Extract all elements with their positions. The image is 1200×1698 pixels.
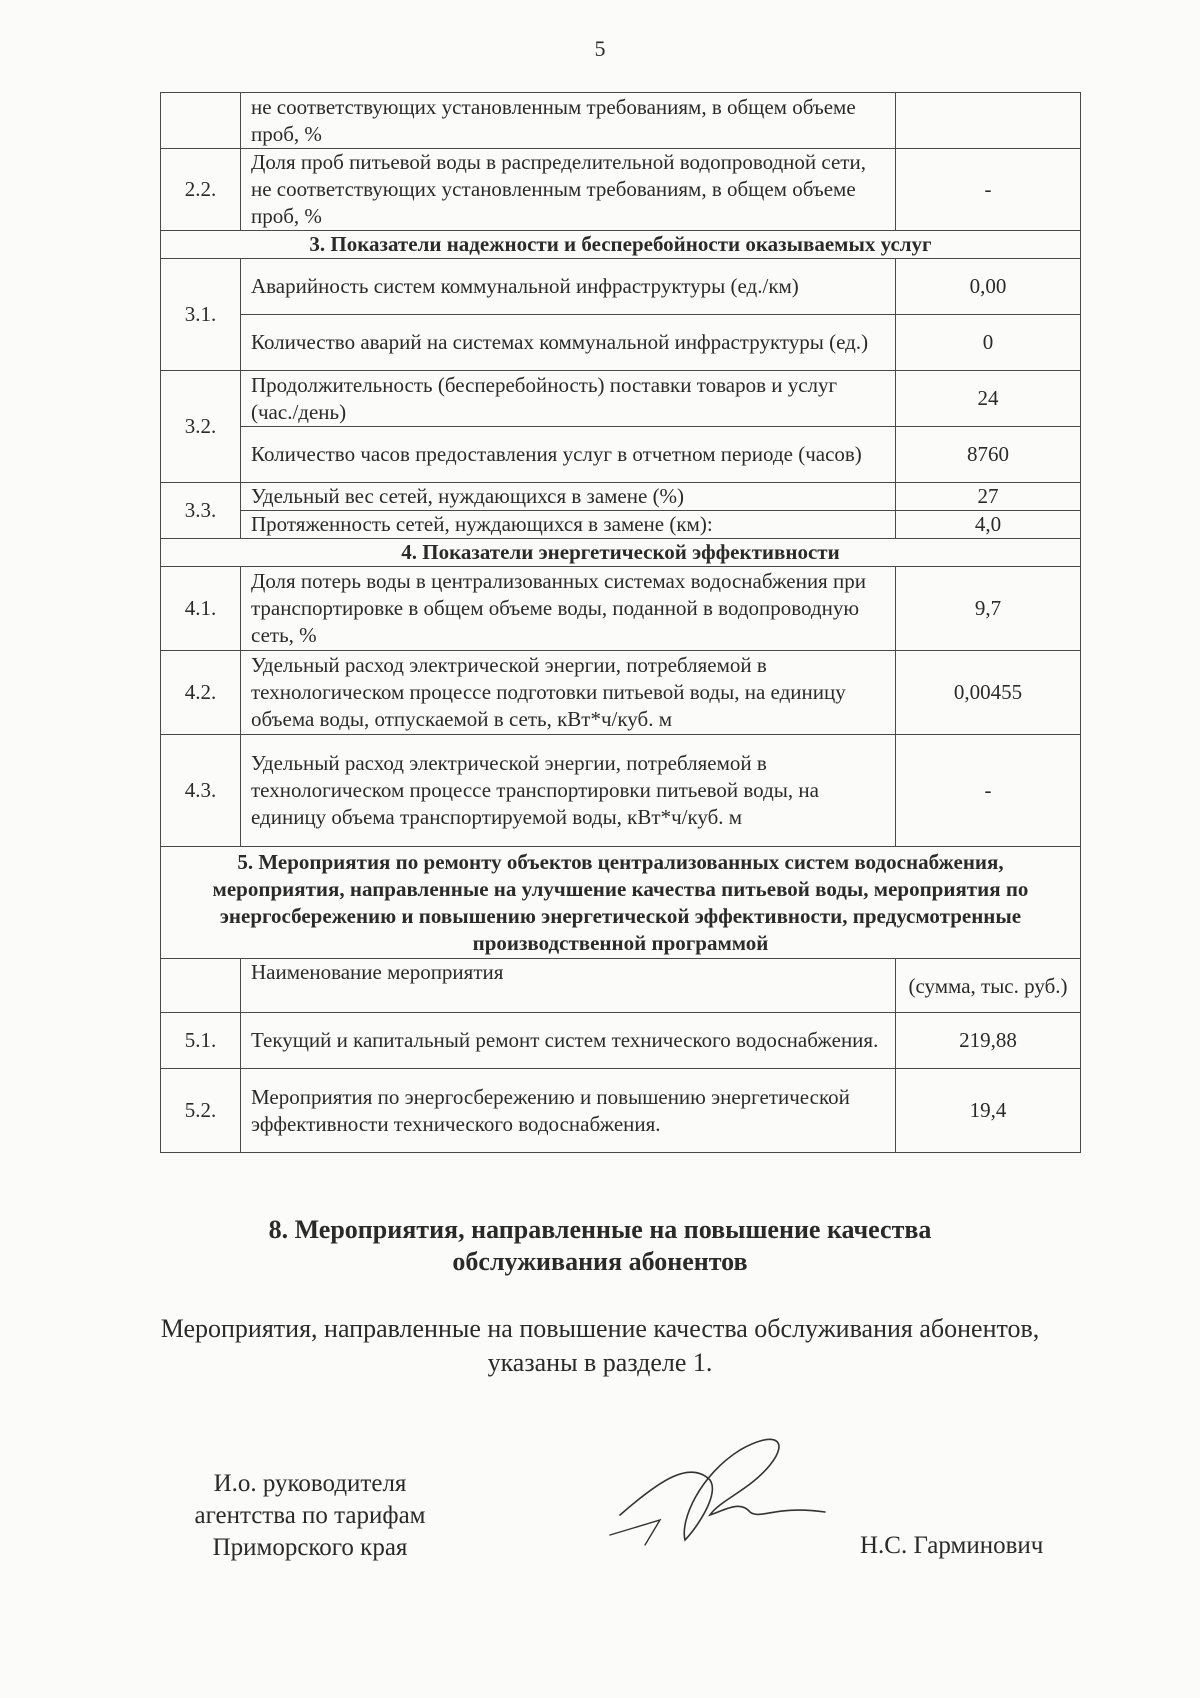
row-number: 5.2.: [161, 1069, 241, 1153]
row-value: 219,88: [896, 1013, 1081, 1069]
table-row: [161, 735, 1081, 847]
row-value: 0: [896, 315, 1081, 371]
row-number: 4.3.: [161, 735, 241, 847]
table-row: [161, 371, 1081, 427]
section-row: [161, 539, 1081, 567]
row-text: Продолжительность (бесперебойность) поставки товаров и услуг (час./день): [241, 371, 896, 427]
row-number: 3.3.: [161, 483, 241, 539]
row-text: Количество часов предоставления услуг в отчетном периоде (часов): [241, 427, 896, 483]
row-number: 4.2.: [161, 651, 241, 735]
section-title: 4. Показатели энергетической эффективности: [161, 539, 1081, 567]
table-header-row: [161, 959, 1081, 1013]
row-text: Удельный расход электрической энергии, потребляемой в технологическом процессе подготовки питьевой воды, на единицу объема воды, отпускаемой в сеть, кВт*ч/куб. м: [241, 651, 896, 735]
row-text: Аварийность систем коммунальной инфраструктуры (ед./км): [241, 259, 896, 315]
table-row: [161, 427, 1081, 483]
row-number: 3.1.: [161, 259, 241, 371]
row-text: Удельный расход электрической энергии, потребляемой в технологическом процессе транспортировки питьевой воды, на единицу объема транспортируемой воды, кВт*ч/куб. м: [241, 735, 896, 847]
signatory-name: Н.С. Гарминович: [860, 1532, 1044, 1559]
table-row: [161, 315, 1081, 371]
row-value: 0,00455: [896, 651, 1081, 735]
section-row: [161, 847, 1081, 959]
row-value: 0,00: [896, 259, 1081, 315]
row-value: 27: [896, 483, 1081, 511]
row-value: -: [896, 735, 1081, 847]
table-row: [161, 511, 1081, 539]
row-text: Мероприятия по энергосбережению и повышению энергетической эффективности технического водоснабжения.: [241, 1069, 896, 1153]
page-number: 5: [594, 36, 606, 61]
section-row: [161, 231, 1081, 259]
row-value: -: [896, 149, 1081, 231]
row-value: [896, 93, 1081, 149]
section-8-body: Мероприятия, направленные на повышение качества обслуживания абонентов, указаны в разделе 1.: [160, 1314, 1040, 1377]
row-number: 3.2.: [161, 371, 241, 483]
row-number: 5.1.: [161, 1013, 241, 1069]
row-text: Текущий и капитальный ремонт систем технического водоснабжения.: [241, 1013, 896, 1069]
row-number: 2.2.: [161, 149, 241, 231]
row-text: Доля потерь воды в централизованных системах водоснабжения при транспортировке в общем объеме воды, поданной в водопроводную сеть, %: [241, 567, 896, 651]
table-row: [161, 483, 1081, 511]
row-text: Протяженность сетей, нуждающихся в замене (км):: [241, 511, 896, 539]
table-row: [161, 1069, 1081, 1153]
row-value: 4,0: [896, 511, 1081, 539]
row-value: 24: [896, 371, 1081, 427]
row-number: [161, 959, 241, 1013]
row-value: 19,4: [896, 1069, 1081, 1153]
section-title: 5. Мероприятия по ремонту объектов централизованных систем водоснабжения, мероприятия, направленные на улучшение качества питьевой воды, мероприятия по энергосбережению и повышению энергетической эффективности, предусмотренные производственной программой: [161, 847, 1081, 959]
row-text: Доля проб питьевой воды в распределительной водопроводной сети, не соответствующих установленным требованиям, в общем объеме проб, %: [241, 149, 896, 231]
column-header-name: Наименование мероприятия: [241, 959, 896, 1013]
handwritten-signature: [600, 1420, 830, 1560]
table-row: [161, 1013, 1081, 1069]
table-row: [161, 93, 1081, 149]
table-row: [161, 149, 1081, 231]
row-value: 9,7: [896, 567, 1081, 651]
section-title: 3. Показатели надежности и бесперебойности оказываемых услуг: [161, 231, 1081, 259]
row-text: Количество аварий на системах коммунальной инфраструктуры (ед.): [241, 315, 896, 371]
table-row: [161, 259, 1081, 315]
column-header-sum: (сумма, тыс. руб.): [896, 959, 1081, 1013]
row-number: 4.1.: [161, 567, 241, 651]
row-text: Удельный вес сетей, нуждающихся в замене (%): [241, 483, 896, 511]
section-8-title: 8. Мероприятия, направленные на повышение качества обслуживания абонентов: [268, 1215, 932, 1276]
table-row: [161, 651, 1081, 735]
table-row: [161, 567, 1081, 651]
signatory-title: И.о. руководителя агентства по тарифам Приморского края: [194, 1470, 426, 1561]
row-text: не соответствующих установленным требованиям, в общем объеме проб, %: [241, 93, 896, 149]
row-value: 8760: [896, 427, 1081, 483]
row-number: [161, 93, 241, 149]
indicators-table: [160, 92, 1081, 1153]
